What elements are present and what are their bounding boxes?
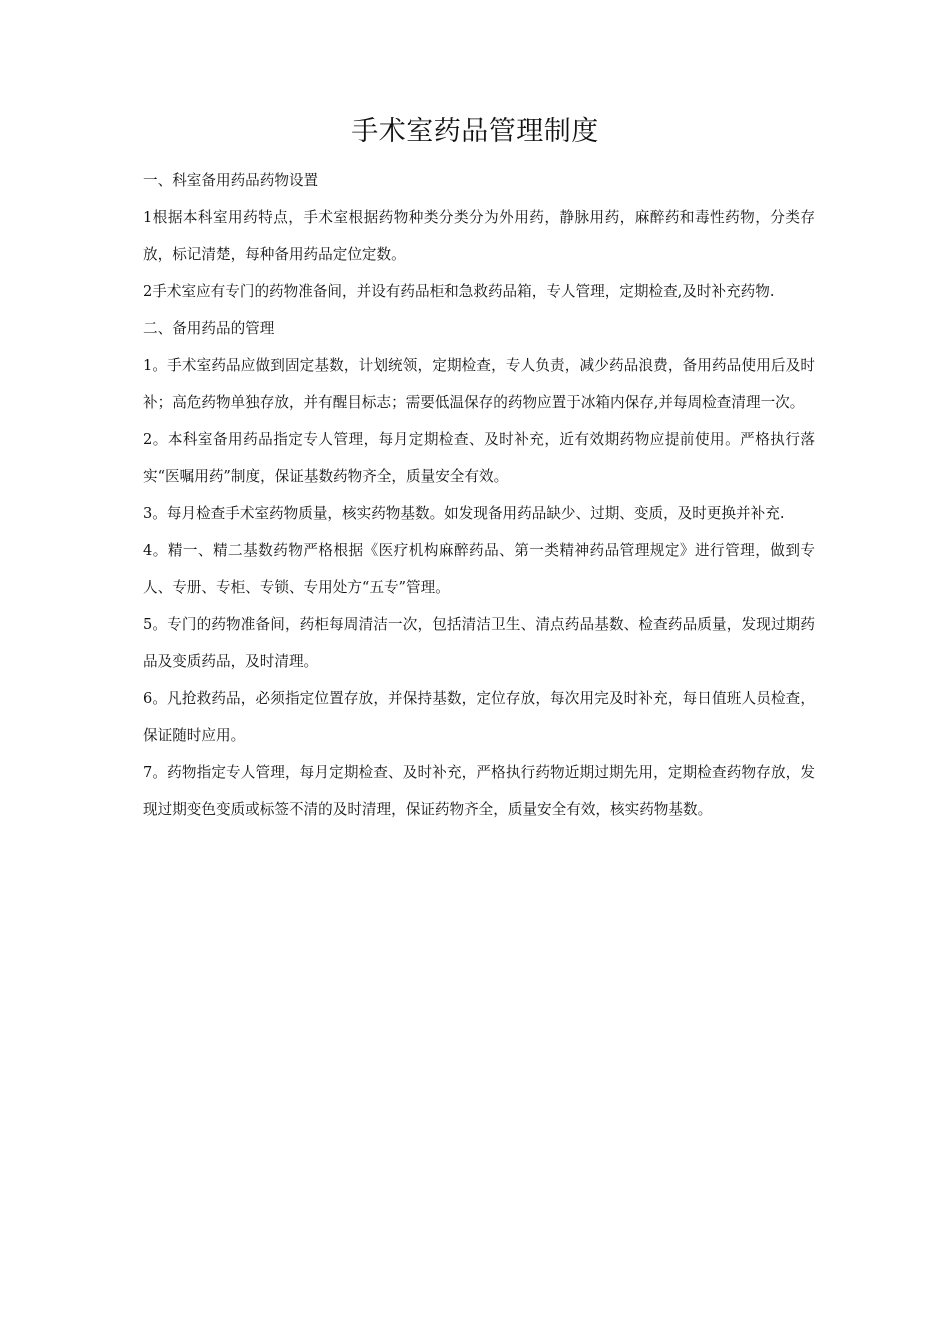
document-title: 手术室药品管理制度 <box>351 116 599 147</box>
paragraph: 4。精一、精二基数药物严格根据《医疗机构麻醉药品、第一类精神药品管理规定》进行管理，做到专人、专册、专柜、专锁、专用处方“五专”管理。 <box>143 542 815 596</box>
paragraph: 2手术室应有专门的药物准备间，并设有药品柜和急救药品箱，专人管理，定期检查,及时补充药物. <box>143 283 775 300</box>
paragraph: 3。每月检查手术室药物质量，核实药物基数。如发现备用药品缺少、过期、变质，及时更换并补充. <box>143 505 785 522</box>
paragraph: 6。凡抢救药品，必须指定位置存放，并保持基数，定位存放，每次用完及时补充，每日值班人员检查，保证随时应用。 <box>143 690 815 744</box>
paragraph: 2。本科室备用药品指定专人管理，每月定期检查、及时补充，近有效期药物应提前使用。严格执行落实“医嘱用药”制度，保证基数药物齐全，质量安全有效。 <box>143 431 815 485</box>
paragraph: 7。药物指定专人管理，每月定期检查、及时补充，严格执行药物近期过期先用，定期检查药物存放，发现过期变色变质或标签不清的及时清理，保证药物齐全，质量安全有效，核实药物基数。 <box>143 764 815 818</box>
section-heading-1: 一、科室备用药品药物设置 <box>143 172 319 189</box>
paragraph: 5。专门的药物准备间，药柜每周清洁一次，包括清洁卫生、清点药品基数、检查药品质量，发现过期药品及变质药品，及时清理。 <box>143 616 815 670</box>
paragraph: 1根据本科室用药特点，手术室根据药物种类分类分为外用药，静脉用药，麻醉药和毒性药物，分类存放，标记清楚，每种备用药品定位定数。 <box>143 209 815 263</box>
section-heading-2: 二、备用药品的管理 <box>143 320 275 337</box>
paragraph: 1。手术室药品应做到固定基数，计划统领，定期检查，专人负责，减少药品浪费，备用药品使用后及时补；高危药物单独存放，并有醒目标志；需要低温保存的药物应置于冰箱内保存,并每周检查清理一次。 <box>143 357 815 411</box>
document-body <box>143 162 815 828</box>
